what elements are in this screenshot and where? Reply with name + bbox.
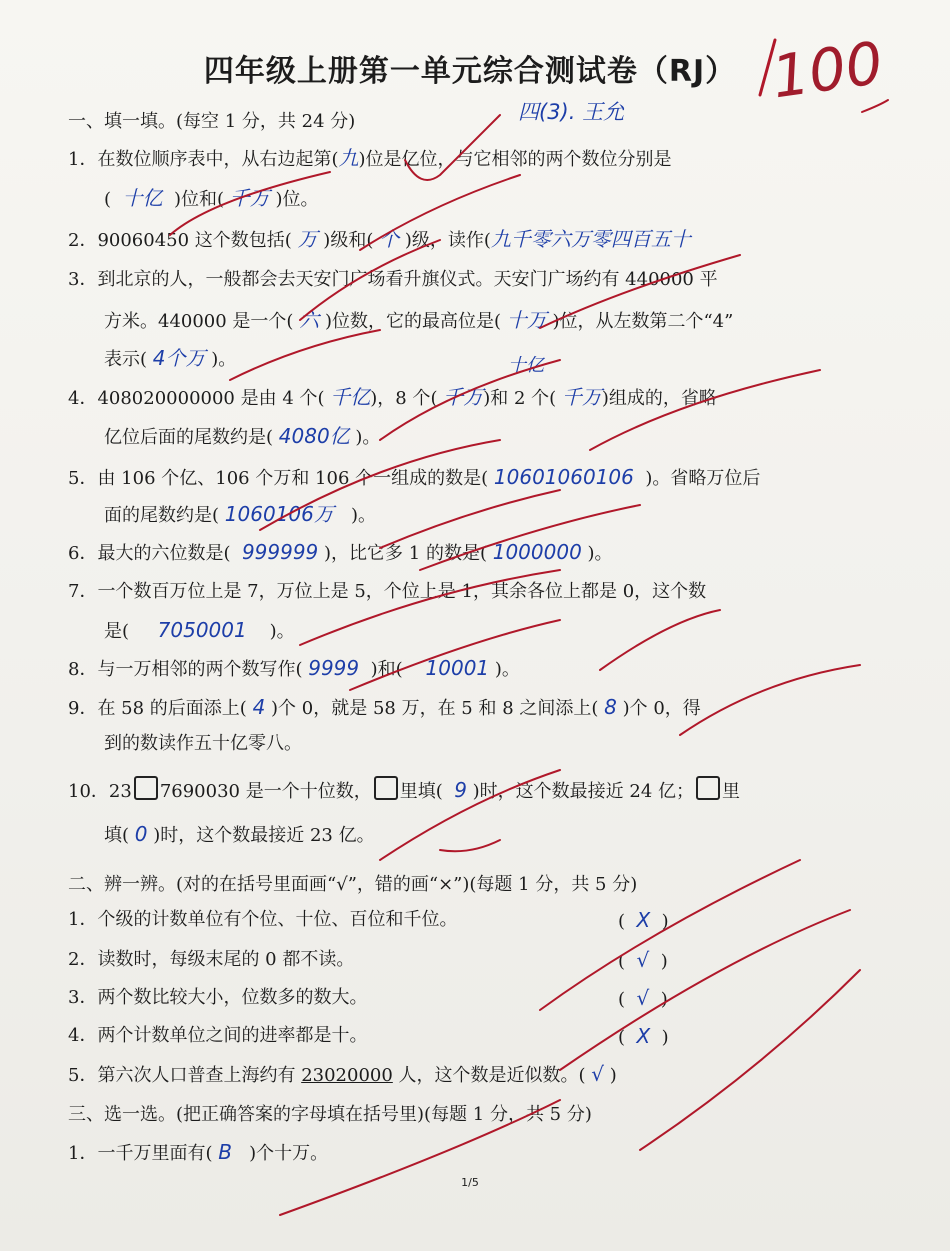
- page-number: 1/5: [461, 1176, 479, 1189]
- judge-2-answer: ( √ ): [618, 948, 668, 972]
- judge-3: 3．两个数比较大小，位数多的数大。: [68, 987, 368, 1008]
- question-5-line-2: 面的尾数约是( 1060106万 )。: [104, 502, 377, 526]
- check-mark: [380, 770, 560, 860]
- answer-2c: 九千零六万零四百五十: [490, 227, 691, 251]
- answer-5b: 1060106万: [224, 502, 334, 526]
- check-mark: [600, 610, 720, 670]
- answer-10b: 0: [134, 822, 148, 846]
- check-mark: [560, 910, 850, 1070]
- question-4-line-1: 4．408020000000 是由 4 个( 千亿)，8 个( 千万)和 2 个( 千万)组成的，省略: [68, 385, 717, 409]
- question-4-line-2: 亿位后面的尾数约是( 4080亿 )。: [104, 424, 381, 448]
- check-mark: [380, 490, 560, 548]
- section-2-heading: 二、辨一辨。(对的在括号里面画“√”，错的画“×”)(每题 1 分，共 5 分): [68, 874, 638, 895]
- check-mark: [230, 330, 380, 380]
- judge-5-answer: √: [591, 1062, 605, 1086]
- page-title: 四年级上册第一单元综合测试卷（RJ）: [203, 54, 737, 89]
- answer-3b: 十万: [506, 308, 547, 332]
- answer-4c: 千万: [561, 385, 602, 409]
- judge-2: 2．读数时，每级末尾的 0 都不读。: [68, 949, 355, 970]
- question-5-line-1: 5．由 106 个亿、106 个万和 106 个一组成的数是( 10601060106 )。省略万位后: [68, 465, 761, 489]
- check-mark: [350, 620, 560, 690]
- judge-5: 5．第六次人口普查上海约有 23020000 人，这个数是近似数。( √ ): [68, 1062, 617, 1086]
- answer-9b: 8: [604, 695, 617, 719]
- check-mark: [300, 570, 560, 645]
- answer-1a: 九: [338, 146, 359, 170]
- student-name: 四(3). 王允: [518, 100, 625, 124]
- judge-4: 4．两个计数单位之间的进率都是十。: [68, 1025, 368, 1046]
- question-1-line-2: ( 十亿 )位和( 千万 )位。: [104, 186, 319, 210]
- question-9-line-1: 9．在 58 的后面添上( 4 )个 0，就是 58 万，在 5 和 8 之间添上( 8 )个 0，得: [68, 695, 701, 719]
- question-9-line-2: 到的数读作五十亿零八。: [104, 733, 302, 754]
- question-10-line-1: 10．23 7690030 是一个十位数， 里填( 9 )时，这个数最接近 24 亿； 里: [68, 778, 741, 802]
- score-mark: 100: [767, 28, 887, 112]
- answer-8b: 10001: [425, 656, 490, 680]
- judge-4-answer: ( X ): [618, 1024, 669, 1048]
- answer-7: 7050001: [157, 618, 247, 642]
- answer-1c: 千万: [229, 186, 270, 210]
- question-10-line-2: 填( 0 )时，这个数最接近 23 亿。: [104, 822, 375, 846]
- check-mark: [590, 370, 820, 450]
- answer-1b: 十亿: [122, 186, 163, 210]
- question-7-line-2: 是( 7050001 )。: [104, 618, 295, 642]
- answer-4b-correction: 十亿: [508, 355, 544, 376]
- check-mark: [170, 172, 330, 235]
- answer-9a: 4: [252, 695, 266, 719]
- check-mark: [760, 40, 775, 95]
- answer-6a: 999999: [241, 540, 319, 564]
- choice-1: 1．一千万里面有( B )个十万。: [68, 1140, 329, 1164]
- answer-4a: 千亿: [330, 385, 371, 409]
- check-mark: [420, 505, 640, 570]
- question-3-line-3: 表示( 4个万 )。: [104, 346, 237, 370]
- answer-8a: 9999: [308, 656, 360, 680]
- section-3-heading: 三、选一选。(把正确答案的字母填在括号里)(每题 1 分，共 5 分): [68, 1104, 592, 1125]
- answer-3a: 六: [299, 308, 320, 332]
- judge-1-answer: ( X ): [618, 908, 669, 932]
- question-3-line-1: 3．到北京的人，一般都会去天安门广场看升旗仪式。天安门广场约有 440000 平: [68, 269, 718, 290]
- check-mark: [540, 255, 740, 328]
- answer-2b: 个: [379, 227, 400, 251]
- check-mark: [280, 1100, 560, 1215]
- judge-1: 1．个级的计数单位有个位、十位、百位和千位。: [68, 909, 458, 930]
- check-mark: [440, 840, 500, 851]
- question-3-line-2: 方米。440000 是一个( 六 )位数，它的最高位是( 十万 )位，从左数第二个“4”: [104, 308, 734, 332]
- check-mark: [680, 665, 860, 735]
- answer-2a: 万: [297, 227, 318, 251]
- question-7-line-1: 7．一个数百万位上是 7，万位上是 5，个位上是 1，其余各位上都是 0，这个数: [68, 581, 707, 602]
- answer-3c: 4个万: [152, 346, 206, 370]
- answer-4d: 4080亿: [278, 424, 350, 448]
- check-mark: [405, 115, 500, 180]
- question-6: 6．最大的六位数是( 999999 )，比它多 1 的数是( 1000000 )。: [68, 540, 613, 564]
- judge-3-answer: ( √ ): [618, 986, 668, 1010]
- check-mark: [540, 860, 800, 1010]
- check-mark: [862, 100, 888, 112]
- answer-5a: 10601060106: [493, 465, 634, 489]
- check-mark: [300, 240, 440, 320]
- answer-4b: 千万: [443, 385, 484, 409]
- answer-10a: 9: [454, 778, 467, 802]
- question-2: 2．90060450 这个数包括( 万 )级和( 个 )级，读作(九千零六万零四百五十: [68, 227, 691, 251]
- answer-6b: 1000000: [492, 540, 582, 564]
- question-1-line-1: 1．在数位顺序表中，从右边起第(九)位是亿位，与它相邻的两个数位分别是: [68, 146, 672, 170]
- question-8: 8．与一万相邻的两个数写作( 9999 )和( 10001 )。: [68, 656, 520, 680]
- choice-1-answer: B: [218, 1140, 232, 1164]
- section-1-heading: 一、填一填。(每空 1 分，共 24 分): [68, 111, 356, 132]
- check-mark: [360, 175, 520, 250]
- check-mark: [380, 360, 560, 440]
